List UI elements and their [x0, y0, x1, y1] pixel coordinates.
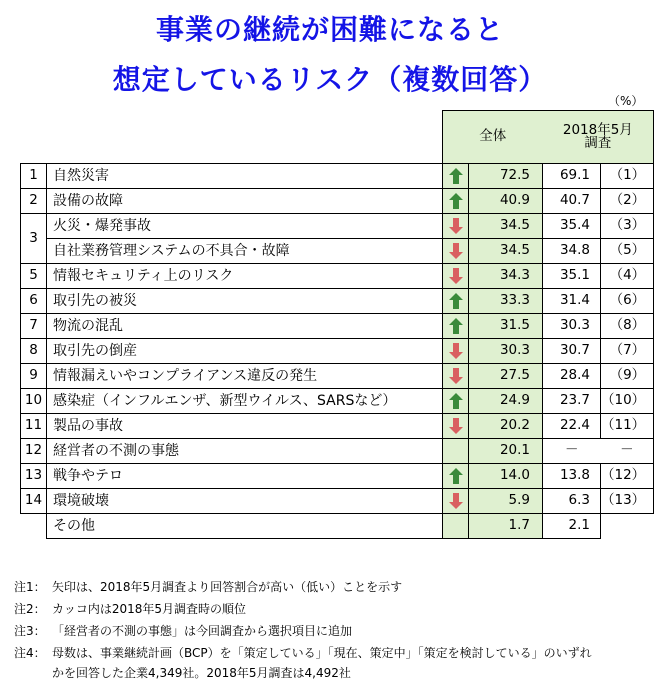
- table-row: [21, 389, 654, 414]
- current-value: 34.3: [469, 264, 543, 289]
- rank-cell: 2: [21, 189, 47, 214]
- current-value: 1.7: [469, 514, 543, 539]
- risk-item: 経営者の不測の事態: [47, 439, 443, 464]
- previous-value: 23.7: [543, 389, 601, 414]
- previous-rank: （8）: [601, 314, 654, 339]
- table-row: [21, 364, 654, 389]
- arrow-down-icon: [443, 239, 469, 264]
- note: [14, 576, 592, 598]
- previous-rank: （10）: [601, 389, 654, 414]
- rank-cell: 6: [21, 289, 47, 314]
- previous-value: 2.1: [543, 514, 601, 539]
- previous-value: 22.4: [543, 414, 601, 439]
- note-text: 矢印は、2018年5月調査より回答割合が高い（低い）ことを示す: [52, 580, 403, 594]
- rank-cell: 5: [21, 264, 47, 289]
- current-value: 20.1: [469, 439, 543, 464]
- previous-value: 30.7: [543, 339, 601, 364]
- arrow-down-icon: [443, 364, 469, 389]
- risk-item: 取引先の倒産: [47, 339, 443, 364]
- arrow-cell: [443, 514, 469, 539]
- arrow-down-icon: [443, 489, 469, 514]
- arrow-down-icon: [443, 264, 469, 289]
- arrow-down-icon: [443, 214, 469, 239]
- previous-value: 34.8: [543, 239, 601, 264]
- previous-value: 31.4: [543, 289, 601, 314]
- table-row: [21, 514, 654, 539]
- note-text: 母数は、事業継続計画（BCP）を「策定している」「現在、策定中」「策定を検討している」のいずれ: [52, 646, 592, 660]
- previous-value: 35.4: [543, 214, 601, 239]
- table-row: [21, 264, 654, 289]
- arrow-up-icon: [443, 289, 469, 314]
- table-row: [21, 414, 654, 439]
- previous-rank: （13）: [601, 489, 654, 514]
- previous-rank: （12）: [601, 464, 654, 489]
- previous-rank: （11）: [601, 414, 654, 439]
- risk-item: 火災・爆発事故: [47, 214, 443, 239]
- header-current: 全体: [443, 111, 543, 164]
- previous-rank: （4）: [601, 264, 654, 289]
- table-row: [21, 464, 654, 489]
- current-value: 20.2: [469, 414, 543, 439]
- rank-cell: 12: [21, 439, 47, 464]
- risk-table: [20, 110, 654, 539]
- risk-item: 取引先の被災: [47, 289, 443, 314]
- table-row: [21, 314, 654, 339]
- previous-rank: （6）: [601, 289, 654, 314]
- arrow-up-icon: [443, 464, 469, 489]
- previous-value: 6.3: [543, 489, 601, 514]
- arrow-up-icon: [443, 389, 469, 414]
- current-value: 24.9: [469, 389, 543, 414]
- arrow-up-icon: [443, 189, 469, 214]
- previous-rank: （3）: [601, 214, 654, 239]
- note: [14, 642, 592, 664]
- title-line-2: 想定しているリスク（複数回答）: [112, 63, 548, 96]
- table-row: [21, 239, 654, 264]
- arrow-cell: [443, 439, 469, 464]
- note-label: 注3：: [14, 624, 46, 638]
- current-value: 34.5: [469, 239, 543, 264]
- title-line-1: 事業の継続が困難になると: [155, 13, 504, 46]
- table-row: [21, 189, 654, 214]
- rank-cell: 3: [21, 214, 47, 264]
- risk-item: 自然災害: [47, 164, 443, 189]
- risk-item: 戦争やテロ: [47, 464, 443, 489]
- header-previous-line2: 調査: [584, 135, 612, 151]
- previous-value: 35.1: [543, 264, 601, 289]
- arrow-down-icon: [443, 339, 469, 364]
- header-previous: [543, 111, 654, 164]
- rank-cell: [21, 514, 47, 539]
- current-value: 33.3: [469, 289, 543, 314]
- previous-value: 28.4: [543, 364, 601, 389]
- current-value: 31.5: [469, 314, 543, 339]
- previous-rank: （2）: [601, 189, 654, 214]
- note-text: 「経営者の不測の事態」は今回調査から選択項目に追加: [52, 624, 353, 638]
- previous-rank: （9）: [601, 364, 654, 389]
- table-row: [21, 489, 654, 514]
- previous-value: 30.3: [543, 314, 601, 339]
- rank-cell: 8: [21, 339, 47, 364]
- previous-rank: （7）: [601, 339, 654, 364]
- arrow-down-icon: [443, 414, 469, 439]
- previous-value: －: [543, 439, 601, 464]
- rank-cell: 9: [21, 364, 47, 389]
- previous-rank: －: [601, 439, 654, 464]
- risk-item: 感染症（インフルエンザ、新型ウイルス、SARSなど）: [47, 389, 443, 414]
- table-header-row: [21, 111, 654, 164]
- table-row: [21, 164, 654, 189]
- rank-cell: 10: [21, 389, 47, 414]
- previous-value: 69.1: [543, 164, 601, 189]
- arrow-up-icon: [443, 314, 469, 339]
- table-row: [21, 439, 654, 464]
- current-value: 72.5: [469, 164, 543, 189]
- note-label: 注4：: [14, 646, 46, 660]
- note-label: 注1：: [14, 580, 46, 594]
- note-label: 注2：: [14, 602, 46, 616]
- header-previous-line1: 2018年5月: [562, 121, 633, 138]
- current-value: 14.0: [469, 464, 543, 489]
- rank-cell: 1: [21, 164, 47, 189]
- note-text: カッコ内は2018年5月調査時の順位: [52, 602, 247, 616]
- previous-rank: （5）: [601, 239, 654, 264]
- rank-cell: 11: [21, 414, 47, 439]
- table-row: [21, 214, 654, 239]
- previous-rank: （1）: [601, 164, 654, 189]
- table-row: [21, 339, 654, 364]
- risk-item: その他: [47, 514, 443, 539]
- notes: [14, 576, 592, 684]
- table-row: [21, 289, 654, 314]
- arrow-up-icon: [443, 164, 469, 189]
- previous-rank: [601, 514, 654, 539]
- risk-item: 情報漏えいやコンプライアンス違反の発生: [47, 364, 443, 389]
- risk-item: 情報セキュリティ上のリスク: [47, 264, 443, 289]
- unit-label: （%）: [608, 94, 644, 108]
- risk-item: 物流の混乱: [47, 314, 443, 339]
- note: [14, 598, 592, 620]
- risk-item: 製品の事故: [47, 414, 443, 439]
- current-value: 5.9: [469, 489, 543, 514]
- note-continuation: かを回答した企業4,349社。2018年5月調査は4,492社: [52, 666, 351, 680]
- current-value: 40.9: [469, 189, 543, 214]
- rank-cell: 13: [21, 464, 47, 489]
- risk-item: 自社業務管理システムの不具合・故障: [47, 239, 443, 264]
- risk-item: 設備の故障: [47, 189, 443, 214]
- rank-cell: 14: [21, 489, 47, 514]
- previous-value: 40.7: [543, 189, 601, 214]
- current-value: 30.3: [469, 339, 543, 364]
- risk-item: 環境破壊: [47, 489, 443, 514]
- current-value: 27.5: [469, 364, 543, 389]
- previous-value: 13.8: [543, 464, 601, 489]
- note: [14, 620, 592, 642]
- current-value: 34.5: [469, 214, 543, 239]
- rank-cell: 7: [21, 314, 47, 339]
